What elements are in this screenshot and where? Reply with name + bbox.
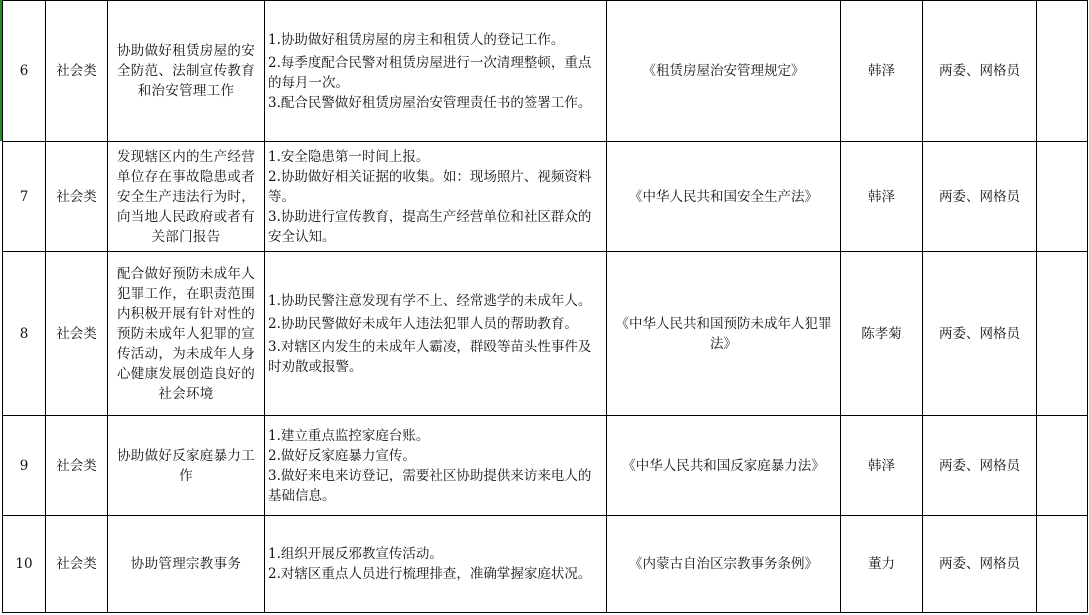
table-row (3, 1, 1088, 142)
empty-cell[interactable] (1037, 252, 1088, 416)
category-cell[interactable]: 社会类 (46, 516, 108, 613)
row-number[interactable]: 10 (3, 516, 46, 613)
content-line: 2.协助民警做好未成年人违法犯罪人员的帮助教育。 (268, 315, 578, 332)
person-cell[interactable]: 韩泽 (841, 142, 923, 252)
empty-cell[interactable] (1037, 416, 1088, 516)
content-cell[interactable] (265, 252, 607, 416)
content-line: 1.组织开展反邪教宣传活动。 (268, 546, 443, 562)
content-line: 1.协助做好租赁房屋的房主和租赁人的登记工作。 (268, 31, 565, 48)
responsible-cell[interactable]: 两委、网格员 (923, 142, 1037, 252)
content-cell[interactable] (265, 416, 607, 516)
responsible-cell[interactable]: 两委、网格员 (923, 516, 1037, 613)
empty-cell[interactable] (1037, 142, 1088, 252)
content-line: 3.配合民警做好租赁房屋治安管理责任书的签署工作。 (268, 94, 592, 111)
responsibility-table (2, 0, 1088, 613)
category-cell[interactable]: 社会类 (46, 1, 108, 142)
responsible-cell[interactable]: 两委、网格员 (923, 1, 1037, 142)
table-row (3, 252, 1088, 416)
person-cell[interactable]: 韩泽 (841, 416, 923, 516)
task-cell[interactable]: 配合做好预防未成年人犯罪工作，在职责范围内积极开展有针对性的预防未成年人犯罪的宣传活动，为未成年人身心健康发展创造良好的社会环境 (108, 252, 265, 416)
row-number[interactable]: 7 (3, 142, 46, 252)
category-cell[interactable]: 社会类 (46, 142, 108, 252)
responsible-cell[interactable]: 两委、网格员 (923, 252, 1037, 416)
law-cell[interactable]: 《内蒙古自治区宗教事务条例》 (607, 516, 841, 613)
content-cell[interactable] (265, 142, 607, 252)
empty-cell[interactable] (1037, 516, 1088, 613)
person-cell[interactable]: 韩泽 (841, 1, 923, 142)
task-cell[interactable]: 协助做好租赁房屋的安全防范、法制宣传教育和治安管理工作 (108, 1, 265, 142)
law-cell[interactable]: 《中华人民共和国预防未成年人犯罪法》 (607, 252, 841, 416)
content-line: 1.建立重点监控家庭台账。 (268, 427, 430, 444)
person-cell[interactable]: 陈孝菊 (841, 252, 923, 416)
table-row (3, 142, 1088, 252)
law-cell[interactable]: 《租赁房屋治安管理规定》 (607, 1, 841, 142)
responsible-cell[interactable]: 两委、网格员 (923, 416, 1037, 516)
content-line: 2.每季度配合民警对租赁房屋进行一次清理整顿，重点的每月一次。 (268, 54, 592, 91)
row-number[interactable]: 9 (3, 416, 46, 516)
law-cell[interactable]: 《中华人民共和国安全生产法》 (607, 142, 841, 252)
task-cell[interactable]: 协助管理宗教事务 (108, 516, 265, 613)
content-line: 3.协助进行宣传教育，提高生产经营单位和社区群众的安全认知。 (268, 208, 592, 245)
content-line: 2.对辖区重点人员进行梳理排查，准确掌握家庭状况。 (268, 566, 592, 582)
task-cell[interactable]: 发现辖区内的生产经营单位存在事故隐患或者安全生产违法行为时，向当地人民政府或者有关部门报告 (108, 142, 265, 252)
law-cell[interactable]: 《中华人民共和国反家庭暴力法》 (607, 416, 841, 516)
content-line: 3.对辖区内发生的未成年人霸凌，群殴等苗头性事件及时劝散或报警。 (268, 338, 592, 375)
empty-cell[interactable] (1037, 1, 1088, 142)
content-line: 2.做好反家庭暴力宣传。 (268, 447, 416, 464)
table-row (3, 416, 1088, 516)
task-cell[interactable]: 协助做好反家庭暴力工作 (108, 416, 265, 516)
row-number[interactable]: 6 (3, 1, 46, 142)
content-cell[interactable] (265, 516, 607, 613)
content-line: 1.协助民警注意发现有学不上、经常逃学的未成年人。 (268, 292, 592, 309)
person-cell[interactable]: 董力 (841, 516, 923, 613)
content-line: 2.协助做好相关证据的收集。如：现场照片、视频资料等。 (268, 168, 592, 205)
content-line: 1.安全隐患第一时间上报。 (268, 148, 430, 165)
content-cell[interactable] (265, 1, 607, 142)
row-number[interactable]: 8 (3, 252, 46, 416)
table-row (3, 516, 1088, 613)
content-line: 3.做好来电来访登记，需要社区协助提供来访来电人的基础信息。 (268, 467, 592, 504)
category-cell[interactable]: 社会类 (46, 252, 108, 416)
category-cell[interactable]: 社会类 (46, 416, 108, 516)
